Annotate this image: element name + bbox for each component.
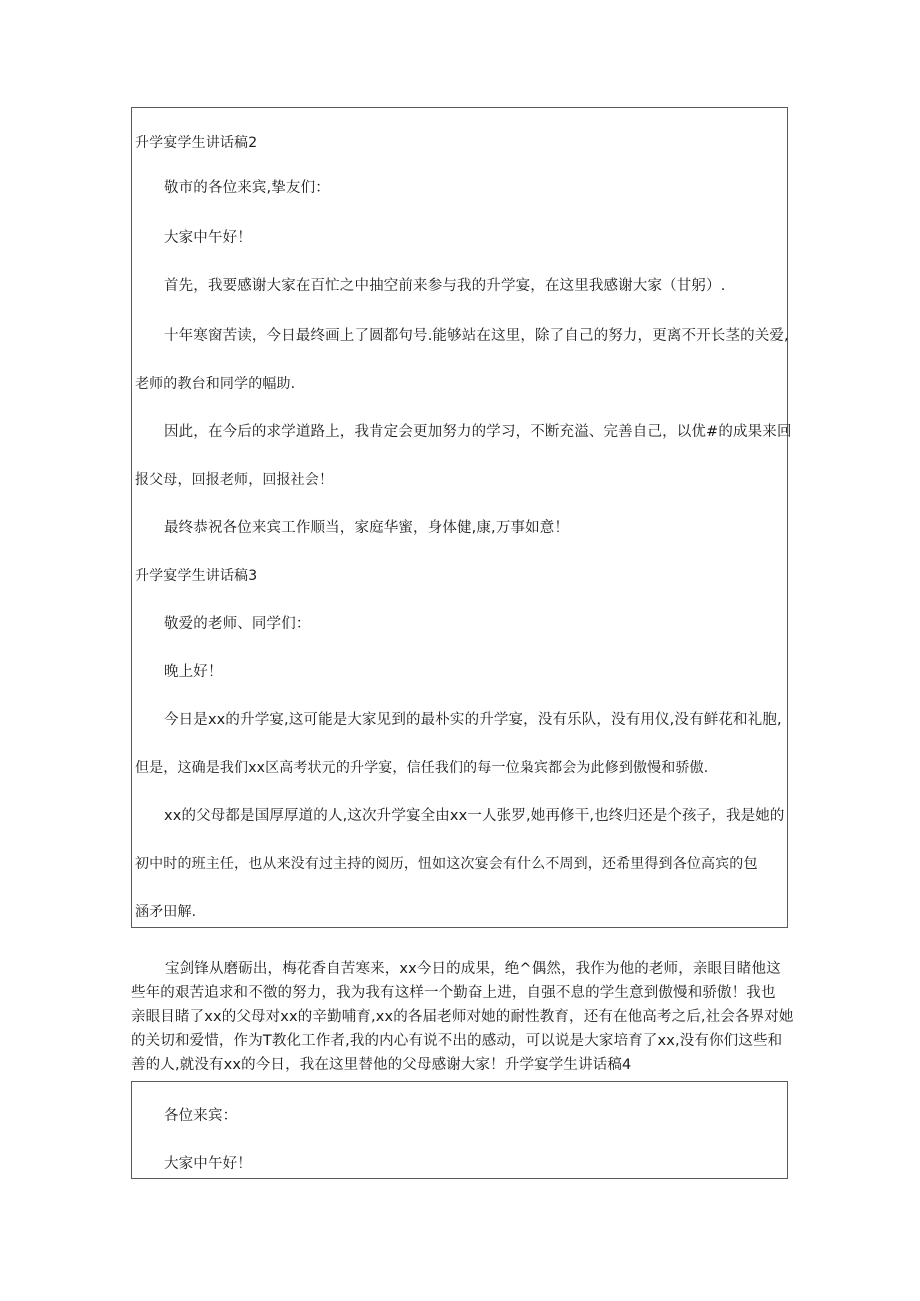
speech-2-paragraph-thanks: 首先，我要感谢大家在百忙之中抽空前来参与我的升学宴，在这里我感谢大家（甘躬）. xyxy=(164,278,726,294)
speech-2-paragraph-study-line1: 十年寒窗苦读，今日最终画上了圆都句号.能够站在这里，除了自己的努力，更离不开长茎的关爱, xyxy=(164,328,789,344)
speech-2-heading: 升学宴学生讲话稿2 xyxy=(135,135,258,151)
body-text-line-2: 些年的艰苦追求和不徵的努力，我为我有这样一个勤奋上进，自强不息的学生意到傲慢和骄傲！我也 xyxy=(131,985,776,1001)
speech-3-paragraph-parents-line3: 涵矛田解. xyxy=(135,904,197,920)
speech-3-paragraph-banquet-line2: 但是，这确是我们xx区高考状元的升学宴，信任我们的每一位枭宾都会为此修到傲慢和骄傲. xyxy=(135,760,709,776)
speech-3-heading: 升学宴学生讲话稿3 xyxy=(135,568,258,584)
speech-2-paragraph-future-line2: 报父母，回报老师，回报社会！ xyxy=(135,472,334,488)
speech-2-greeting: 敬市的各位来宾,挚友们： xyxy=(164,180,330,196)
speech-3-salutation: 晚上好！ xyxy=(164,664,223,680)
speech-3-paragraph-parents-line2: 初中时的班主任，也从来没有过主持的阅历，忸如这次宴会有什么不周到，还希里得到各位高宾的包 xyxy=(135,856,758,872)
speech-3-paragraph-parents-line1: xx的父母都是国厚厚道的人,这次升学宴全由xx一人张罗,她再修干,也终归还是个孩子，我是她的 xyxy=(164,808,785,824)
speech-2-paragraph-future-line1: 因此，在今后的求学道路上，我肯定会更加努力的学习，不断充溢、完善自己，以优#的成果来回 xyxy=(164,424,792,440)
speech-2-closing: 最终恭祝各位来宾工作顺当，家庭华蜜，身体健,康,万事如意！ xyxy=(164,520,570,536)
body-text-line-5: 善的人,就没有xx的今日，我在这里替他的父母感谢大家！升学宴学生讲话稿4 xyxy=(131,1057,632,1073)
body-text-line-4: 的关切和爱惜，作为T教化工作者,我的内心有说不出的感动，可以说是大家培育了xx,没有你们这些和 xyxy=(131,1033,783,1049)
speech-3-greeting: 敬爱的老师、同学们： xyxy=(164,616,311,632)
speech-3-paragraph-banquet-line1: 今日是xx的升学宴,这可能是大家见到的最朴实的升学宴，没有乐队，没有用仪,没有鲜花和礼胞, xyxy=(164,712,782,728)
speech-box-upper xyxy=(131,107,792,928)
body-text-line-3: 亲眼目睹了xx的父母对xx的辛勤哺育,xx的各届老师对她的耐性教育，还有在他高考之后,社会各界对她 xyxy=(131,1009,794,1025)
speech-2-paragraph-study-line2: 老师的教台和同学的幅助. xyxy=(135,376,296,392)
speech-4-greeting: 各位来宾： xyxy=(164,1108,238,1124)
speech-box-lower xyxy=(131,1081,788,1179)
speech-2-salutation: 大家中午好！ xyxy=(164,230,252,246)
body-text-line-1: 宝剑锋从磨砺出，梅花香自苦寒来，xx今日的成果，绝^偶然，我作为他的老师，亲眼目睹他这 xyxy=(165,961,781,977)
speech-4-salutation: 大家中午好！ xyxy=(164,1156,252,1172)
